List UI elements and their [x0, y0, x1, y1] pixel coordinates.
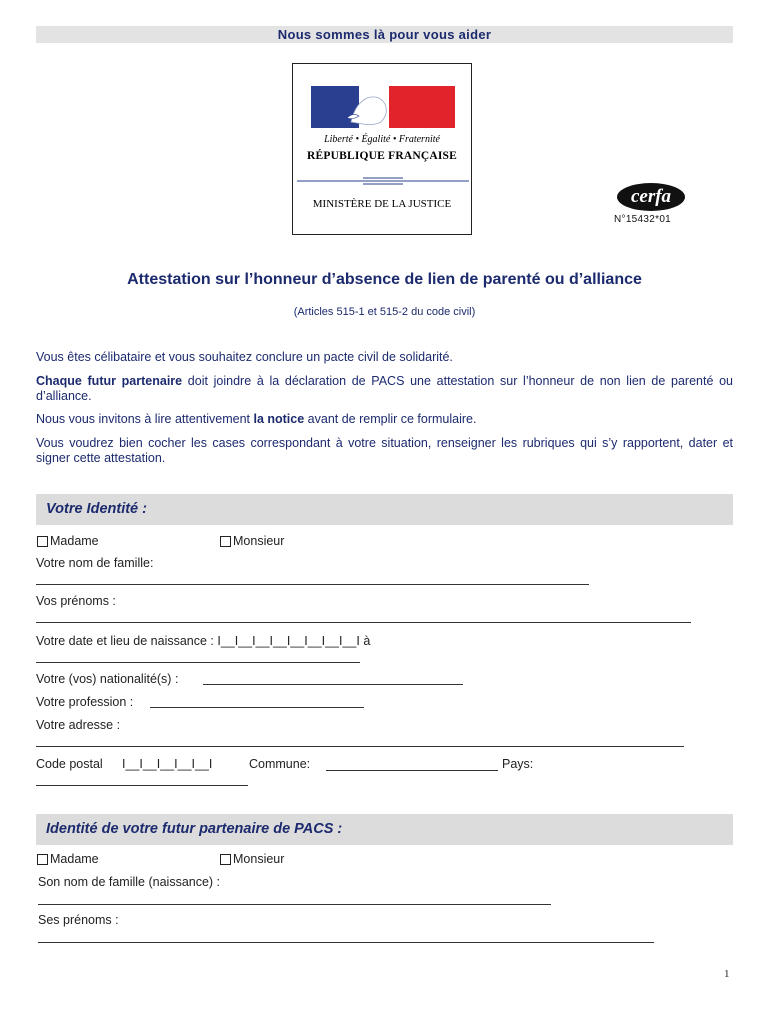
partner-monsieur-option[interactable] — [220, 852, 284, 866]
label-partner-first-names: Ses prénoms : — [38, 913, 119, 927]
label-address: Votre adresse : — [36, 718, 121, 732]
intro-paragraph-3-end: avant de remplir ce formulaire. — [304, 412, 477, 426]
partner-monsieur-checkbox[interactable] — [220, 854, 231, 865]
field-address[interactable] — [36, 746, 684, 747]
monsieur-option[interactable] — [220, 534, 284, 548]
logo-motto: Liberté • Égalité • Fraternité — [324, 134, 440, 145]
madame-option[interactable] — [37, 534, 99, 548]
madame-label: Madame — [50, 534, 99, 548]
field-partner-first-names[interactable] — [38, 942, 654, 943]
partner-madame-option[interactable] — [37, 852, 99, 866]
label-country: Pays: — [502, 757, 534, 771]
madame-checkbox[interactable] — [37, 536, 48, 547]
field-commune[interactable] — [326, 770, 498, 771]
label-profession: Votre profession : — [36, 695, 134, 709]
label-last-name: Votre nom de famille: — [36, 556, 154, 570]
partner-monsieur-label: Monsieur — [233, 852, 285, 866]
section-your-identity: Votre Identité : — [36, 494, 733, 525]
section-partner-identity: Identité de votre futur partenaire de PACS : — [36, 814, 733, 845]
field-profession[interactable] — [150, 707, 364, 708]
field-country[interactable] — [36, 785, 248, 786]
help-banner: Nous sommes là pour vous aider — [36, 26, 733, 43]
intro-paragraph-2-text: doit joindre à la déclaration de PACS une attestation sur l’honneur de non lien de parenté ou d’alliance. — [36, 374, 734, 403]
logo-ministry: MINISTÈRE DE LA JUSTICE — [312, 198, 452, 210]
label-birth-date-place: Votre date et lieu de naissance : I__I__I__I__I__I__I__I__I à — [36, 634, 371, 648]
document-subtitle: (Articles 515-1 et 515-2 du code civil) — [293, 306, 476, 318]
intro-paragraph-4: Vous voudrez bien cocher les cases correspondant à votre situation, renseigner les rubriques qui s’y rapportent, dater et signer cette attestation. — [36, 436, 733, 465]
partner-madame-label: Madame — [50, 852, 99, 866]
monsieur-label: Monsieur — [233, 534, 285, 548]
label-postal-code: Code postal — [36, 757, 103, 771]
ministry-logo — [292, 63, 472, 235]
label-commune: Commune: — [249, 757, 311, 771]
logo-republic: RÉPUBLIQUE FRANÇAISE — [306, 150, 457, 162]
monsieur-checkbox[interactable] — [220, 536, 231, 547]
page-number: 1 — [724, 968, 730, 980]
field-postal-code[interactable]: I__I__I__I__I__I — [122, 757, 213, 771]
intro-paragraph-2 — [36, 374, 733, 403]
partner-madame-checkbox[interactable] — [37, 854, 48, 865]
document-title: Attestation sur l’honneur d’absence de lien de parenté ou d’alliance — [127, 271, 642, 288]
field-partner-last-name[interactable] — [38, 904, 551, 905]
intro-bold-partner: Chaque futur partenaire — [36, 374, 183, 388]
intro-bold-notice: la notice — [253, 412, 305, 426]
label-partner-last-name: Son nom de famille (naissance) : — [38, 875, 221, 889]
label-first-names: Vos prénoms : — [36, 594, 116, 608]
intro-paragraph-3 — [36, 412, 733, 427]
field-nationality[interactable] — [203, 684, 463, 685]
label-nationality: Votre (vos) nationalité(s) : — [36, 672, 179, 686]
intro-paragraph-1: Vous êtes célibataire et vous souhaitez conclure un pacte civil de solidarité. — [36, 350, 453, 364]
field-first-names[interactable] — [36, 622, 691, 623]
field-last-name[interactable] — [36, 584, 589, 585]
intro-paragraph-3-start: Nous vous invitons à lire attentivement — [36, 412, 254, 426]
cerfa-number: N°15432*01 — [614, 214, 672, 225]
cerfa-logo: cerfa — [617, 183, 685, 211]
field-birth-place[interactable] — [36, 662, 360, 663]
